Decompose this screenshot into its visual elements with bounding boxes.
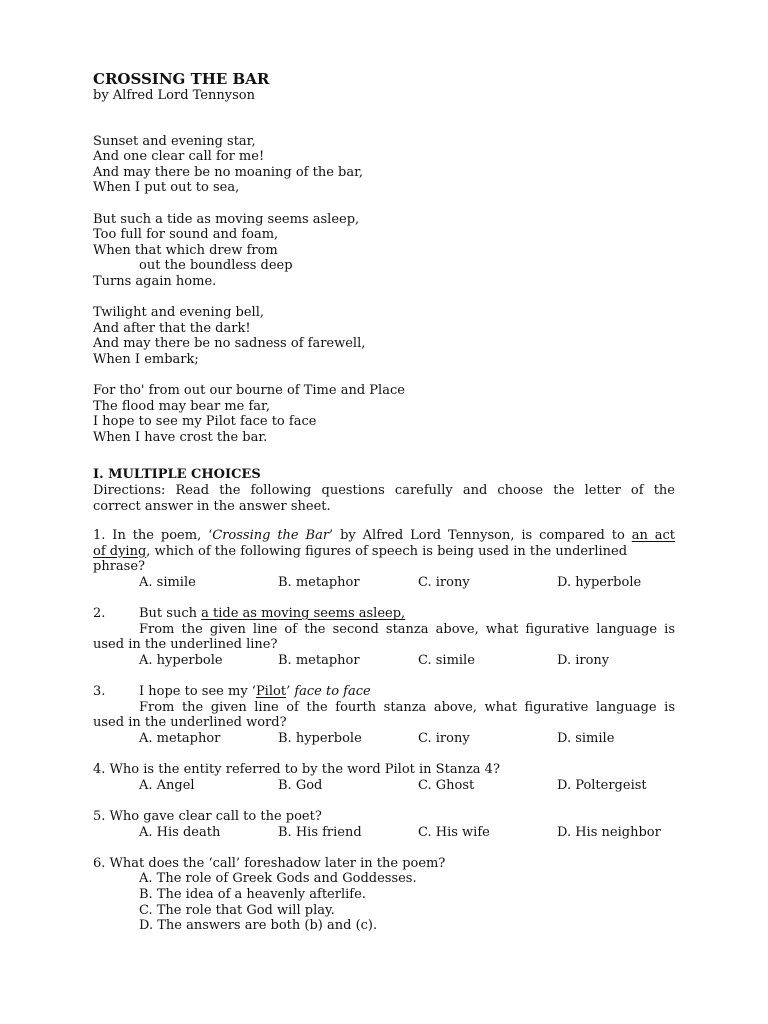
question-text: used in the underlined line? [93, 637, 278, 653]
answer-options [93, 871, 675, 933]
poem-line: Too full for sound and foam, [93, 227, 279, 243]
option-c[interactable]: C. Ghost [418, 777, 475, 793]
stanza-4 [93, 383, 675, 445]
question-3 [93, 684, 675, 746]
question-text: 6. What does the ‘call’ foreshadow later in the poem? [93, 855, 446, 871]
question-text: From the given line of the fourth stanza above, what figurative language is [139, 699, 675, 715]
option-c[interactable]: C. irony [418, 575, 470, 591]
poem-line: But such a tide as moving seems asleep, [93, 211, 360, 227]
answer-options [93, 653, 675, 669]
option-d[interactable]: D. His neighbor [557, 824, 661, 840]
option-a[interactable]: A. Angel [139, 777, 195, 793]
poem-line: Turns again home. [93, 273, 217, 289]
answer-options [93, 731, 675, 747]
underlined-word: Pilot [255, 684, 287, 700]
option-d[interactable]: D. hyperbole [557, 575, 642, 591]
option-c[interactable]: C. His wife [418, 824, 490, 840]
poem-title: CROSSING THE BAR [93, 70, 270, 88]
answer-options [93, 825, 675, 841]
option-c[interactable]: C. simile [418, 653, 475, 668]
option-b[interactable]: B. God [278, 777, 323, 793]
stanza-1 [93, 134, 675, 196]
option-b[interactable]: B. metaphor [278, 653, 360, 668]
option-b[interactable]: B. The idea of a heavenly afterlife. [139, 886, 366, 902]
underlined-phrase: an act [631, 528, 675, 544]
option-a[interactable]: A. hyperbole [139, 653, 223, 668]
poem-line: When I embark; [93, 351, 199, 367]
document-content [93, 70, 675, 934]
option-d[interactable]: D. Poltergeist [557, 777, 647, 793]
option-d[interactable]: D. irony [557, 653, 610, 668]
option-c[interactable]: C. irony [418, 730, 470, 746]
poem-line: For tho' from out our bourne of Time and Place [93, 383, 405, 399]
poem-line: The flood may bear me far, [93, 398, 270, 414]
poem-line: Twilight and evening bell, [93, 305, 264, 321]
question-text: From the given line of the second stanza above, what figurative language is [139, 621, 675, 637]
underlined-phrase: of dying [93, 543, 147, 559]
stanza-2 [93, 212, 675, 290]
poem-line: When I have crost the bar. [93, 429, 268, 445]
option-a[interactable]: A. The role of Greek Gods and Goddesses. [139, 871, 417, 887]
question-4 [93, 762, 675, 793]
directions-line: Directions: Read the following questions carefully and choose the letter of the [93, 483, 675, 499]
poem-line: When I put out to sea, [93, 180, 240, 196]
question-text: phrase? [93, 559, 145, 575]
option-b[interactable]: B. hyperbole [278, 730, 362, 746]
question-text: 4. Who is the entity referred to by the word Pilot in Stanza 4? [93, 762, 500, 778]
question-line: 2. But such a tide as moving seems asleep, [93, 606, 406, 622]
poem-author: by Alfred Lord Tennyson [93, 88, 255, 103]
question-number: 2. [93, 606, 106, 622]
option-d[interactable]: D. The answers are both (b) and (c). [139, 918, 378, 934]
directions-line: correct answer in the answer sheet. [93, 498, 331, 514]
question-text: used in the underlined word? [93, 715, 287, 731]
question-1 [93, 528, 675, 590]
poem-line: And may there be no moaning of the bar, [93, 164, 364, 180]
option-b[interactable]: B. His friend [278, 824, 362, 840]
poem-line: And may there be no sadness of farewell, [93, 336, 366, 352]
option-a[interactable]: A. metaphor [139, 730, 221, 746]
answer-options [93, 575, 675, 591]
poem-line: out the boundless deep [139, 258, 293, 274]
option-a[interactable]: A. simile [139, 575, 196, 591]
poem-line: And after that the dark! [93, 320, 251, 336]
poem-title-ref: Crossing the Bar [212, 528, 330, 544]
question-text: of dying, which of the following figures of speech is being used in the underlined [93, 543, 628, 559]
stanza-3 [93, 305, 675, 367]
question-text: 5. Who gave clear call to the poet? [93, 808, 322, 824]
poem-line: Sunset and evening star, [93, 133, 256, 149]
question-number: 3. [93, 684, 106, 700]
section-heading: I. MULTIPLE CHOICES [93, 467, 261, 483]
question-line: 3. I hope to see my ‘Pilot’ face to face [93, 684, 371, 700]
option-d[interactable]: D. simile [557, 730, 615, 746]
poem-line: And one clear call for me! [93, 149, 265, 165]
question-2 [93, 606, 675, 668]
poem-line: I hope to see my Pilot face to face [93, 414, 317, 430]
option-c[interactable]: C. The role that God will play. [139, 902, 335, 918]
underlined-phrase: a tide as moving seems asleep, [201, 606, 406, 622]
question-5 [93, 809, 675, 840]
poem-line: When that which drew from [93, 242, 278, 258]
option-a[interactable]: A. His death [139, 824, 221, 840]
answer-options [93, 778, 675, 794]
question-6 [93, 856, 675, 934]
question-text: 1. In the poem, ‘Crossing the Bar’ by Alfred Lord Tennyson, is compared to an act [93, 528, 675, 544]
option-b[interactable]: B. metaphor [278, 575, 360, 591]
